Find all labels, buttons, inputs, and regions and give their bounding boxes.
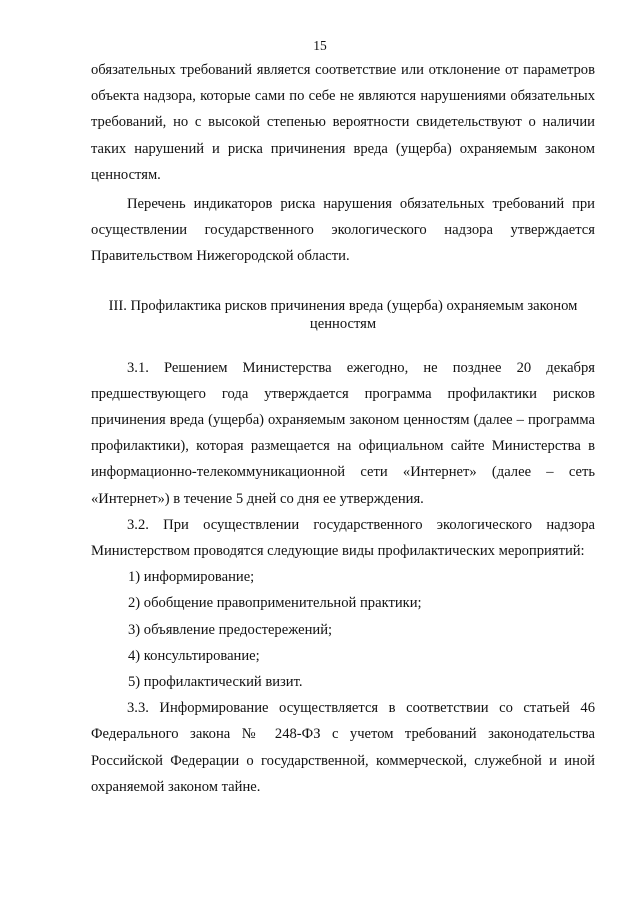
section-heading: III. Профилактика рисков причинения вреда (ущерба) охраняемым законом ценностям — [108, 297, 578, 332]
list-item: 4) консультирование; — [128, 647, 260, 664]
paragraph-3-1: 3.1. Решением Министерства ежегодно, не позднее 20 декабря предшествующего года утверждается программа профилактики рисков причинения вреда (ущерба) охраняемым законом ценностям (далее – программа профилактики), которая размещается на официальном сайте Министерства в информационно-телекоммуникационной сети «Интернет» (далее – сеть «Интернет») в течение 5 дней со дня ее утверждения. — [91, 359, 595, 507]
paragraph-continuation: обязательных требований является соответствие или отклонение от параметров объекта надзора, которые сами по себе не являются нарушениями обязательных требований, но с высокой степенью вероятности свидетельствуют о наличии таких нарушений и риска причинения вреда (ущерба) охраняемым законом ценностям. — [91, 62, 595, 183]
list-item: 3) объявление предостережений; — [128, 621, 333, 638]
list-item: 1) информирование; — [128, 569, 255, 586]
list-item: 5) профилактический визит. — [128, 674, 303, 691]
paragraph-risk-indicators: Перечень индикаторов риска нарушения обязательных требований при осуществлении государственного экологического надзора утверждается Правительством Нижегородской области. — [91, 196, 595, 265]
paragraph-3-3: 3.3. Информирование осуществляется в соответствии со статьей 46 Федерального закона № 248-ФЗ с учетом требований законодательства Российской Федерации о государственной, коммерческой, служебной и иной охраняемой законом тайне. — [91, 700, 595, 795]
document-body — [91, 57, 595, 800]
page-number: 15 — [313, 38, 327, 53]
list-item: 2) обобщение правоприменительной практики; — [128, 595, 422, 612]
paragraph-3-2: 3.2. При осуществлении государственного экологического надзора Министерством проводятся следующие виды профилактических мероприятий: — [91, 516, 595, 560]
